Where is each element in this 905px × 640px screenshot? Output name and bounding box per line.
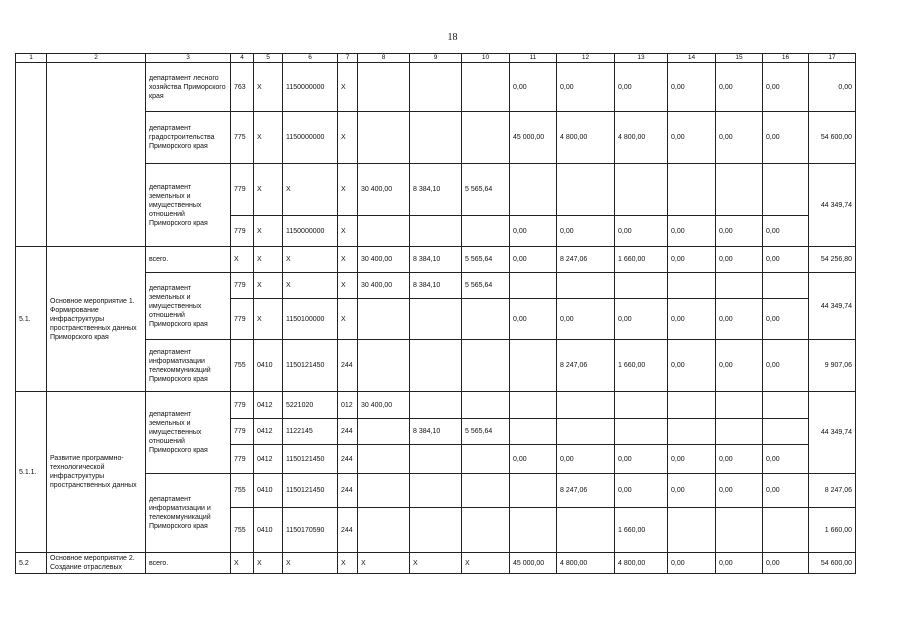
value-cell bbox=[763, 419, 809, 445]
value-cell: 0,00 bbox=[763, 553, 809, 574]
value-cell: Х bbox=[338, 63, 358, 112]
value-cell bbox=[410, 216, 462, 247]
value-cell: 0,00 bbox=[763, 216, 809, 247]
header-cell: 9 bbox=[410, 54, 462, 63]
value-cell: 0,00 bbox=[763, 445, 809, 474]
value-cell bbox=[510, 273, 557, 299]
value-cell: 0,00 bbox=[716, 340, 763, 392]
section-5-1-number: 5.1. bbox=[16, 247, 47, 392]
total-value-cell: 8 247,06 bbox=[809, 474, 856, 508]
value-cell: 779 bbox=[231, 273, 254, 299]
value-cell bbox=[763, 273, 809, 299]
value-cell bbox=[557, 419, 615, 445]
value-cell bbox=[410, 392, 462, 419]
value-cell: 4 800,00 bbox=[615, 112, 668, 164]
value-cell: 30 400,00 bbox=[358, 247, 410, 273]
table-row bbox=[16, 553, 856, 574]
value-cell: 45 000,00 bbox=[510, 553, 557, 574]
value-cell: 30 400,00 bbox=[358, 164, 410, 216]
value-cell bbox=[615, 392, 668, 419]
value-cell: Х bbox=[338, 273, 358, 299]
org-info-cell: департамент информатизации телекоммуникаций Приморского края bbox=[146, 340, 231, 392]
value-cell: 0,00 bbox=[716, 63, 763, 112]
value-cell bbox=[763, 392, 809, 419]
value-cell: Х bbox=[338, 164, 358, 216]
page-number: 18 bbox=[447, 32, 458, 43]
value-cell bbox=[462, 445, 510, 474]
value-cell: 0,00 bbox=[716, 112, 763, 164]
value-cell: Х bbox=[254, 553, 283, 574]
value-cell: Х bbox=[283, 164, 338, 216]
value-cell: 0,00 bbox=[510, 63, 557, 112]
value-cell bbox=[410, 445, 462, 474]
value-cell: 0,00 bbox=[510, 247, 557, 273]
value-cell: 0,00 bbox=[716, 553, 763, 574]
value-cell bbox=[358, 63, 410, 112]
value-cell bbox=[557, 508, 615, 553]
header-cell: 17 bbox=[809, 54, 856, 63]
value-cell bbox=[358, 445, 410, 474]
table-row bbox=[16, 63, 856, 112]
value-cell: 0,00 bbox=[557, 216, 615, 247]
value-cell bbox=[716, 392, 763, 419]
value-cell bbox=[410, 474, 462, 508]
value-cell bbox=[763, 164, 809, 216]
value-cell: 0,00 bbox=[615, 445, 668, 474]
value-cell: 0,00 bbox=[763, 299, 809, 340]
value-cell: 5 565,64 bbox=[462, 247, 510, 273]
section-5-1-name: Основное мероприятие 1. Формирование инфраструктуры пространственных данных Приморского края bbox=[47, 247, 146, 392]
value-cell: Х bbox=[254, 216, 283, 247]
header-cell: 16 bbox=[763, 54, 809, 63]
value-cell: 0,00 bbox=[716, 474, 763, 508]
value-cell bbox=[668, 392, 716, 419]
table-body bbox=[16, 54, 856, 574]
header-cell: 8 bbox=[358, 54, 410, 63]
value-cell: 0,00 bbox=[668, 247, 716, 273]
header-cell: 1 bbox=[16, 54, 47, 63]
value-cell bbox=[410, 299, 462, 340]
value-cell bbox=[510, 392, 557, 419]
value-cell: 8 247,06 bbox=[557, 474, 615, 508]
value-cell: 779 bbox=[231, 216, 254, 247]
value-cell bbox=[410, 112, 462, 164]
value-cell bbox=[462, 299, 510, 340]
header-cell: 6 bbox=[283, 54, 338, 63]
org-total-cell: всего. bbox=[146, 553, 231, 574]
org-info-cell: департамент информатизации и телекоммуникаций Приморского края bbox=[146, 474, 231, 553]
value-cell: 0,00 bbox=[668, 340, 716, 392]
value-cell bbox=[763, 508, 809, 553]
value-cell bbox=[510, 164, 557, 216]
value-cell: 0410 bbox=[254, 340, 283, 392]
header-cell: 3 bbox=[146, 54, 231, 63]
row-number-cell bbox=[16, 63, 47, 247]
value-cell bbox=[358, 419, 410, 445]
value-cell bbox=[668, 508, 716, 553]
value-cell: 244 bbox=[338, 340, 358, 392]
value-cell bbox=[462, 392, 510, 419]
total-value-cell: 0,00 bbox=[809, 63, 856, 112]
value-cell bbox=[615, 273, 668, 299]
value-cell: 8 247,06 bbox=[557, 340, 615, 392]
value-cell: 0,00 bbox=[557, 299, 615, 340]
value-cell: 0,00 bbox=[510, 445, 557, 474]
value-cell: Х bbox=[338, 112, 358, 164]
value-cell: 5 565,64 bbox=[462, 273, 510, 299]
value-cell: Х bbox=[254, 273, 283, 299]
value-cell: Х bbox=[231, 553, 254, 574]
value-cell: 1150000000 bbox=[283, 216, 338, 247]
value-cell: 8 384,10 bbox=[410, 419, 462, 445]
total-value-cell: 9 907,06 bbox=[809, 340, 856, 392]
value-cell: Х bbox=[358, 553, 410, 574]
value-cell: 30 400,00 bbox=[358, 273, 410, 299]
value-cell: Х bbox=[462, 553, 510, 574]
value-cell: 1150121450 bbox=[283, 340, 338, 392]
value-cell: 0412 bbox=[254, 419, 283, 445]
header-cell: 15 bbox=[716, 54, 763, 63]
value-cell: 763 bbox=[231, 63, 254, 112]
value-cell: 0,00 bbox=[716, 247, 763, 273]
value-cell: 0,00 bbox=[763, 112, 809, 164]
value-cell bbox=[716, 508, 763, 553]
value-cell: 0,00 bbox=[763, 474, 809, 508]
value-cell: Х bbox=[338, 553, 358, 574]
value-cell bbox=[716, 419, 763, 445]
header-cell: 12 bbox=[557, 54, 615, 63]
value-cell: 1150121450 bbox=[283, 474, 338, 508]
org-land-cell: департамент земельных и имущественных отношений Приморского края bbox=[146, 164, 231, 247]
value-cell: 0412 bbox=[254, 392, 283, 419]
total-value-cell: 44 349,74 bbox=[809, 164, 856, 247]
value-cell bbox=[716, 273, 763, 299]
section-5-2-number: 5.2 bbox=[16, 553, 47, 574]
value-cell: 4 800,00 bbox=[557, 553, 615, 574]
total-value-cell: 44 349,74 bbox=[809, 273, 856, 340]
header-cell: 13 bbox=[615, 54, 668, 63]
header-cell: 7 bbox=[338, 54, 358, 63]
value-cell bbox=[557, 273, 615, 299]
value-cell: 5 565,64 bbox=[462, 164, 510, 216]
value-cell: 0410 bbox=[254, 474, 283, 508]
value-cell: 0,00 bbox=[668, 474, 716, 508]
value-cell: 779 bbox=[231, 445, 254, 474]
value-cell: 244 bbox=[338, 474, 358, 508]
value-cell bbox=[462, 216, 510, 247]
column-number-row bbox=[16, 54, 856, 63]
value-cell bbox=[358, 216, 410, 247]
value-cell: 244 bbox=[338, 445, 358, 474]
value-cell: 0,00 bbox=[510, 299, 557, 340]
value-cell: 30 400,00 bbox=[358, 392, 410, 419]
org-land-cell: департамент земельных и имущественных отношений Приморского края bbox=[146, 273, 231, 340]
value-cell: 755 bbox=[231, 340, 254, 392]
value-cell bbox=[410, 340, 462, 392]
value-cell: Х bbox=[231, 247, 254, 273]
org-forest-cell: департамент лесного хозяйства Приморского края bbox=[146, 63, 231, 112]
value-cell: Х bbox=[254, 63, 283, 112]
value-cell: 0,00 bbox=[668, 63, 716, 112]
value-cell: 8 384,10 bbox=[410, 273, 462, 299]
row-name-cell bbox=[47, 63, 146, 247]
value-cell: 1 660,00 bbox=[615, 340, 668, 392]
value-cell: 0,00 bbox=[668, 216, 716, 247]
value-cell: 012 bbox=[338, 392, 358, 419]
value-cell: 1150170590 bbox=[283, 508, 338, 553]
header-cell: 10 bbox=[462, 54, 510, 63]
value-cell: 1 660,00 bbox=[615, 247, 668, 273]
value-cell: 1150000000 bbox=[283, 63, 338, 112]
org-urban-cell: департамент градостроительства Приморского края bbox=[146, 112, 231, 164]
org-total-cell: всего. bbox=[146, 247, 231, 273]
header-cell: 11 bbox=[510, 54, 557, 63]
header-cell: 2 bbox=[47, 54, 146, 63]
value-cell: Х bbox=[254, 247, 283, 273]
total-value-cell: 54 600,00 bbox=[809, 553, 856, 574]
value-cell: Х bbox=[254, 164, 283, 216]
value-cell: 779 bbox=[231, 419, 254, 445]
value-cell bbox=[358, 508, 410, 553]
value-cell bbox=[462, 112, 510, 164]
value-cell: 0,00 bbox=[615, 474, 668, 508]
value-cell: 8 384,10 bbox=[410, 164, 462, 216]
value-cell bbox=[615, 419, 668, 445]
value-cell bbox=[510, 508, 557, 553]
value-cell bbox=[358, 112, 410, 164]
value-cell bbox=[358, 340, 410, 392]
value-cell: 755 bbox=[231, 508, 254, 553]
header-cell: 5 bbox=[254, 54, 283, 63]
value-cell: 0,00 bbox=[615, 299, 668, 340]
value-cell: 0,00 bbox=[668, 445, 716, 474]
value-cell: 755 bbox=[231, 474, 254, 508]
value-cell: 4 800,00 bbox=[557, 112, 615, 164]
value-cell bbox=[510, 474, 557, 508]
total-value-cell: 1 660,00 bbox=[809, 508, 856, 553]
value-cell: 0,00 bbox=[716, 445, 763, 474]
value-cell bbox=[615, 164, 668, 216]
value-cell: 0,00 bbox=[668, 299, 716, 340]
total-value-cell: 44 349,74 bbox=[809, 392, 856, 474]
value-cell bbox=[716, 164, 763, 216]
value-cell bbox=[462, 474, 510, 508]
value-cell: 5 565,64 bbox=[462, 419, 510, 445]
value-cell: Х bbox=[338, 247, 358, 273]
value-cell: 1 660,00 bbox=[615, 508, 668, 553]
value-cell: 0,00 bbox=[716, 216, 763, 247]
value-cell: 0412 bbox=[254, 445, 283, 474]
section-5-2-name: Основное мероприятие 2. Создание отраслевых bbox=[47, 553, 146, 574]
value-cell: 0,00 bbox=[763, 340, 809, 392]
value-cell: Х bbox=[254, 299, 283, 340]
value-cell: 779 bbox=[231, 299, 254, 340]
org-land-cell: департамент земельных и имущественных отношений Приморского края bbox=[146, 392, 231, 474]
value-cell: 1150000000 bbox=[283, 112, 338, 164]
value-cell: 775 bbox=[231, 112, 254, 164]
value-cell: 779 bbox=[231, 164, 254, 216]
value-cell: 0,00 bbox=[763, 247, 809, 273]
value-cell: 0,00 bbox=[510, 216, 557, 247]
value-cell bbox=[557, 392, 615, 419]
table-row bbox=[16, 247, 856, 273]
value-cell bbox=[668, 419, 716, 445]
value-cell bbox=[462, 340, 510, 392]
total-value-cell: 54 600,00 bbox=[809, 112, 856, 164]
budget-table bbox=[15, 53, 856, 574]
value-cell: 8 384,10 bbox=[410, 247, 462, 273]
value-cell: 8 247,06 bbox=[557, 247, 615, 273]
value-cell: 0,00 bbox=[668, 553, 716, 574]
value-cell: Х bbox=[283, 553, 338, 574]
value-cell bbox=[668, 273, 716, 299]
value-cell bbox=[557, 164, 615, 216]
value-cell: Х bbox=[283, 273, 338, 299]
value-cell: 244 bbox=[338, 508, 358, 553]
value-cell bbox=[510, 340, 557, 392]
header-cell: 14 bbox=[668, 54, 716, 63]
value-cell: 0,00 bbox=[557, 63, 615, 112]
value-cell: 779 bbox=[231, 392, 254, 419]
value-cell: 4 800,00 bbox=[615, 553, 668, 574]
value-cell: 0,00 bbox=[668, 112, 716, 164]
section-5-1-1-name: Развитие программно-технологической инфраструктуры пространственных данных bbox=[47, 392, 146, 553]
header-cell: 4 bbox=[231, 54, 254, 63]
total-value-cell: 54 256,80 bbox=[809, 247, 856, 273]
value-cell: Х bbox=[410, 553, 462, 574]
value-cell: 0,00 bbox=[557, 445, 615, 474]
value-cell bbox=[358, 474, 410, 508]
value-cell: 1150100000 bbox=[283, 299, 338, 340]
value-cell bbox=[510, 419, 557, 445]
value-cell bbox=[410, 508, 462, 553]
value-cell bbox=[462, 63, 510, 112]
value-cell: 0,00 bbox=[716, 299, 763, 340]
value-cell: Х bbox=[254, 112, 283, 164]
value-cell: 0410 bbox=[254, 508, 283, 553]
value-cell: 1150121450 bbox=[283, 445, 338, 474]
value-cell: 0,00 bbox=[763, 63, 809, 112]
section-5-1-1-number: 5.1.1. bbox=[16, 392, 47, 553]
value-cell: 0,00 bbox=[615, 216, 668, 247]
value-cell: 45 000,00 bbox=[510, 112, 557, 164]
value-cell bbox=[358, 299, 410, 340]
value-cell bbox=[462, 508, 510, 553]
value-cell: Х bbox=[338, 216, 358, 247]
value-cell bbox=[668, 164, 716, 216]
value-cell: 1122145 bbox=[283, 419, 338, 445]
value-cell bbox=[410, 63, 462, 112]
value-cell: 5221020 bbox=[283, 392, 338, 419]
value-cell: Х bbox=[283, 247, 338, 273]
table-row bbox=[16, 392, 856, 419]
value-cell: Х bbox=[338, 299, 358, 340]
value-cell: 244 bbox=[338, 419, 358, 445]
value-cell: 0,00 bbox=[615, 63, 668, 112]
